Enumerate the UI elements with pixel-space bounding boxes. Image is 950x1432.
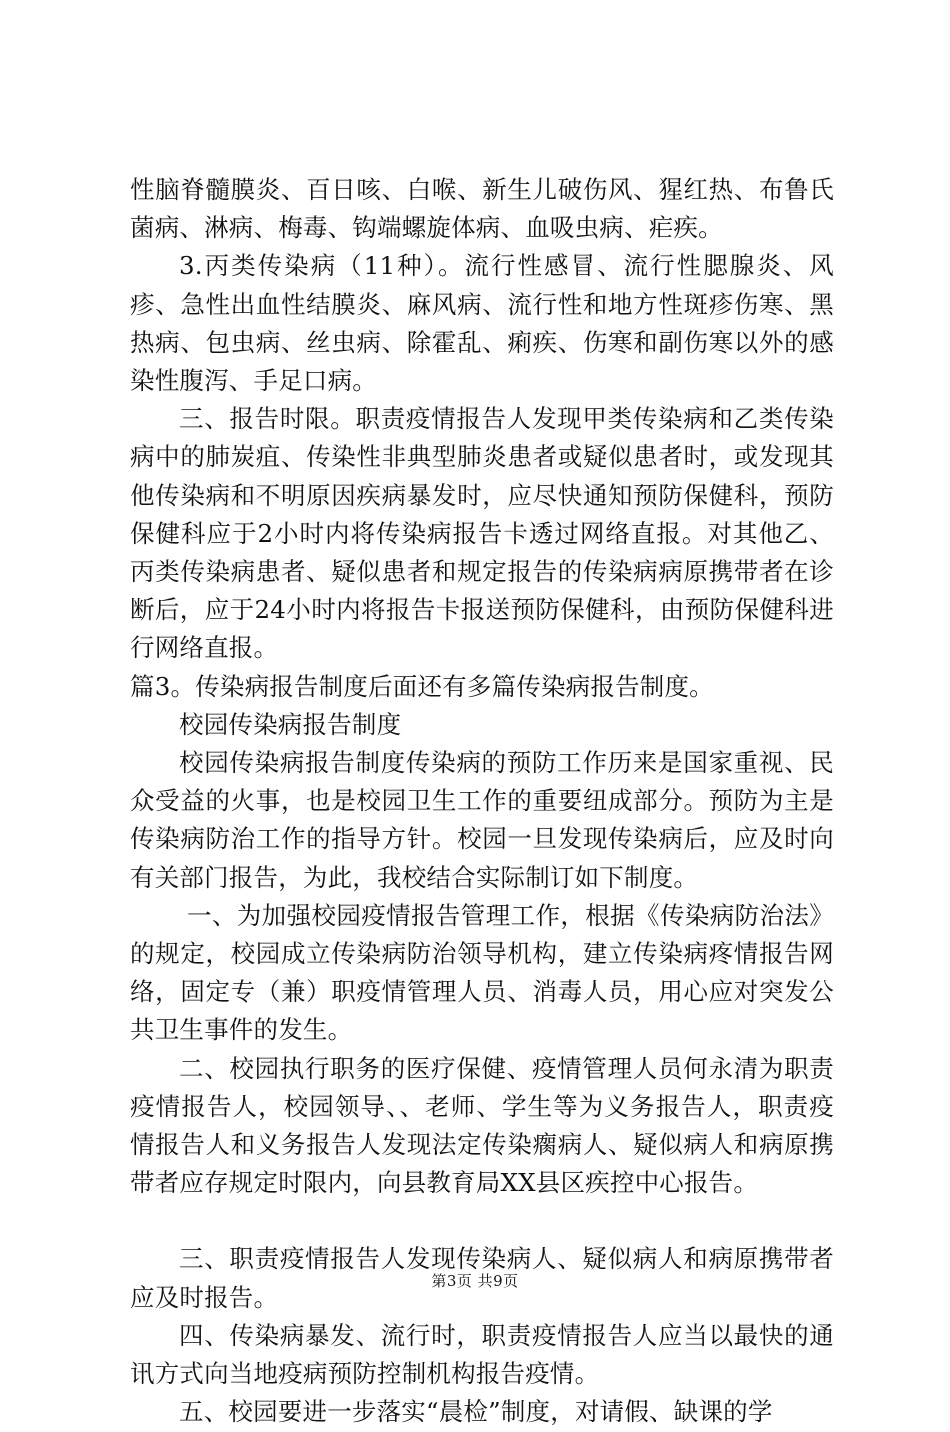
document-body [130, 171, 834, 1432]
paragraph-item-5: 五、校园要进一步落实“晨检”制度，对请假、缺课的学 [179, 1397, 773, 1427]
section-heading-campus-reporting-system: 校园传染病报告制度 [179, 709, 402, 739]
page-number-footer: 第3页 共9页 [431, 1272, 519, 1290]
paragraph-item-3: 三、职责疫情报告人发现传染病人、疑似病人和病原携带者应及时报告。 [130, 1244, 834, 1312]
paragraph-campus-intro: 校园传染病报告制度传染病的预防工作历来是国家重视、民众受益的火事，也是校园卫生工作的重要纽成部分。预防为主是传染病防治工作的指导方针。校园一旦发现传染病后，应及时向有关部门报告，为此，我校结合实际制订如下制度。 [130, 748, 834, 892]
paragraph-article-3-note: 篇3。传染病报告制度后面还有多篇传染病报告制度。 [130, 671, 714, 701]
paragraph-item-1: 一、为加强校园疫情报告管理工作，根据《传染病防治法》的规定，校园成立传染病防治领导机构，建立传染病疼情报告网络，固定专（兼）职疫情管理人员、消毒人员，用心应对突发公共卫生事件的发生。 [130, 900, 834, 1045]
paragraph-item-2: 二、校园执行职务的医疗保健、疫情管理人员何永清为职责疫情报告人，校园领导、、老师、学生等为义务报告人，职责疫情报告人和义务报告人发现法定传染瘸病人、疑似病人和病原携带者应存规定时限内，向县教育局XX县区疾控中心报告。 [130, 1053, 834, 1198]
paragraph-class-b-diseases-continued: 性脑脊髓膜炎、百日咳、白喉、新生儿破伤风、猩红热、布鲁氏菌病、淋病、梅毒、钩端螺旋体病、血吸虫病、疟疾。 [130, 175, 834, 243]
paragraph-item-4: 四、传染病暴发、流行时，职责疫情报告人应当以最快的通讯方式向当地疫病预防控制机构报告疫情。 [130, 1320, 834, 1389]
paragraph-class-c-diseases: 3.丙类传染病（11种）。流行性感冒、流行性腮腺炎、风疹、急性出血性结膜炎、麻风病、流行性和地方性斑疹伤寒、黑热病、包虫病、丝虫病、除霍乱、痢疾、伤寒和副伤寒以外的感染性腹泻、手足口病。 [130, 251, 834, 396]
paragraph-reporting-time-limit: 三、报告时限。职责疫情报告人发现甲类传染病和乙类传染病中的肺炭疽、传染性非典型肺炎患者或疑似患者时，或发现其他传染病和不明原因疾病暴发时，应尽快通知预防保健科，预防保健科应于2小时内将传染病报告卡透过网络直报。对其他乙、丙类传染病患者、疑似患者和规定报告的传染病病原携带者在诊断后，应于24小时内将报告卡报送预防保健科，由预防保健科进行网络直报。 [130, 404, 834, 663]
